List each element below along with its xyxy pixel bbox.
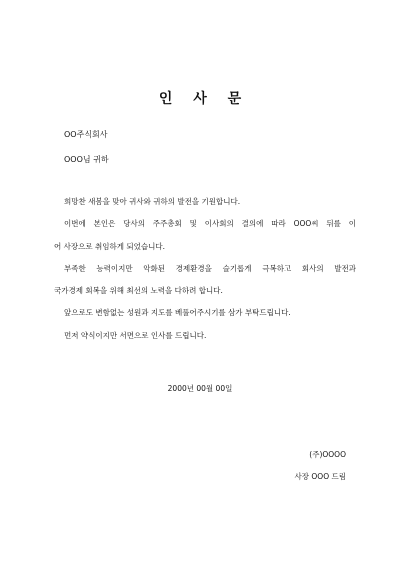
recipient-company: OO주식회사 [64, 130, 108, 139]
body-paragraph: 국가경제 회복을 위해 최선의 노력을 다하려 합니다. [54, 286, 223, 296]
letter-date: 2000년 00월 00일 [167, 384, 233, 393]
body-paragraph: 어 사장으로 취임하게 되었습니다. [54, 241, 165, 251]
document-title: 인 사 문 [158, 91, 250, 107]
recipient-person: OOO님 귀하 [64, 155, 109, 164]
body-paragraph: 부족한 능력이지만 악화된 경제환경을 슬기롭게 극복하고 회사의 발전과 [64, 263, 356, 273]
body-paragraph: 먼저 약식이지만 서면으로 인사를 드립니다. [64, 330, 207, 340]
body-paragraph: 앞으로도 변함없는 성원과 지도를 베풀어주시기를 삼가 부탁드립니다. [64, 308, 291, 318]
letter-body [54, 191, 356, 347]
signer-name: 사장 OOO 드림 [294, 472, 346, 481]
body-paragraph: 희망찬 새봄을 맞아 귀사와 귀하의 발전을 기원합니다. [64, 197, 241, 206]
body-paragraph: 이번에 본인은 당사의 주주총회 및 이사회의 결의에 따라 OOO씨 뒤를 이 [64, 219, 356, 229]
sender-company: (주)OOOO [309, 450, 346, 459]
